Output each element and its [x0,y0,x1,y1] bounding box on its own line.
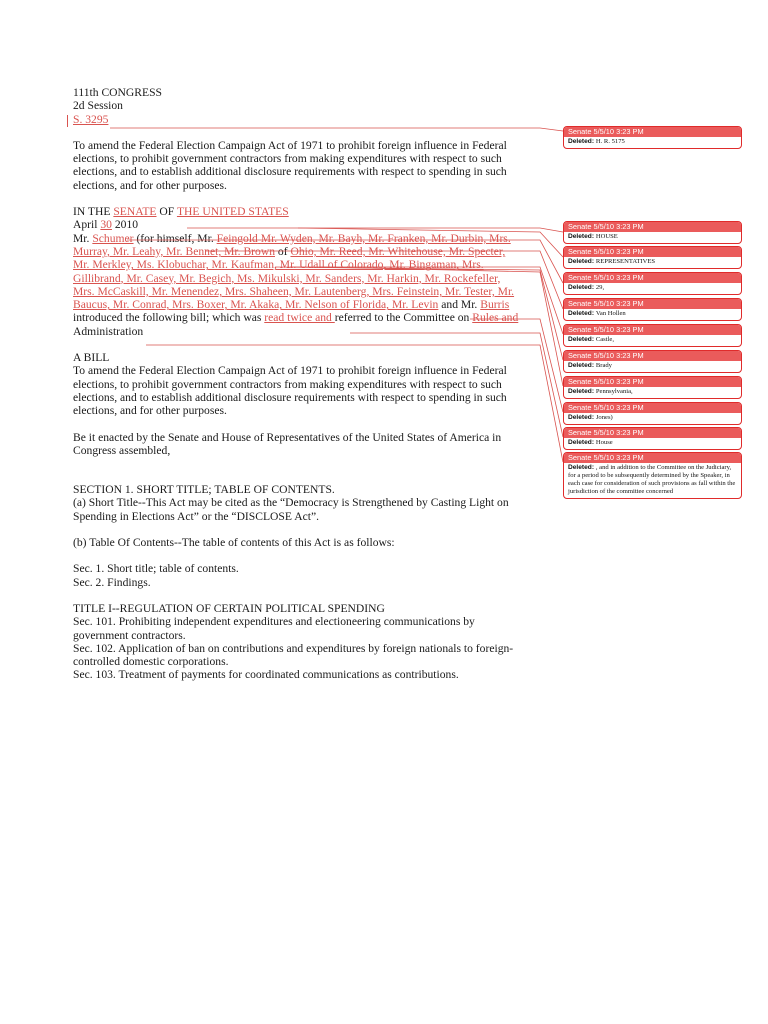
inserted-date-day: 30 [100,218,112,232]
deleted-label: Deleted: [568,464,596,471]
inserted-cosponsors: Mr. Merkley, Ms. Klobuchar, Mr. Kaufman, Mr. Udall of Colorado, Mr. Bingaman, Mrs. [73,258,484,272]
session: 2d Session [73,99,123,113]
deleted-label: Deleted: [568,258,596,265]
comment-body [564,283,741,294]
text-line: elections, to prohibit government contractors from making expenditures with respect to such [73,152,502,166]
comment-body [564,387,741,398]
connector-line [205,251,563,312]
comment-header: Senate 5/5/10 3:23 PM [564,325,741,335]
comment-body [564,361,741,372]
comment-header: Senate 5/5/10 3:23 PM [564,428,741,438]
text-line: elections, and to establish additional disclosure requirements with respect to spending in such [73,165,507,179]
comment-header: Senate 5/5/10 3:23 PM [564,127,741,137]
inserted-cosponsor: Burris [480,298,510,312]
text-run: IN THE [73,205,114,219]
inserted-cosponsors: Baucus, Mr. Conrad, Mrs. Boxer, Mr. Akaka, Mr. Nelson of Florida, Mr. Levin [73,298,439,312]
comment-header: Senate 5/5/10 3:23 PM [564,222,741,232]
text-run: Mr. [73,231,93,245]
comment-balloon[interactable] [563,427,742,450]
deleted-text: 29, [595,284,605,291]
deleted-label: Deleted: [568,439,596,446]
text-run: of [275,244,291,258]
a-bill-heading: A BILL [73,351,110,365]
deleted-text: Brady [595,362,612,369]
connector-line [290,267,563,334]
text-line: Congress assembled, [73,443,171,457]
comment-balloon[interactable] [563,272,742,295]
connector-line [275,267,563,360]
comment-body [564,309,741,320]
deleted-label: Deleted: [568,138,596,145]
connector-line [110,128,563,131]
inserted-cosponsors: Murray, Mr. Leahy, Mr. Bennet, Mr. Brown [73,244,275,258]
text-run: introduced the following bill; which was [73,311,265,325]
deleted-text: Castle, [595,336,614,343]
connector-line [320,267,563,386]
comment-header: Senate 5/5/10 3:23 PM [564,273,741,283]
comment-balloon[interactable] [563,402,742,425]
toc-entry: Sec. 102. Application of ban on contributions and expenditures by foreign nationals to foreign- [73,641,514,655]
connector-line [127,240,563,283]
toc-entry: Sec. 101. Prohibiting independent expenditures and electioneering communications by [73,615,475,629]
comment-balloon[interactable] [563,376,742,399]
comment-body [564,335,741,346]
deleted-label: Deleted: [568,362,596,369]
comment-balloon[interactable] [563,452,742,499]
deleted-label: Deleted: [568,336,596,343]
comment-header: Senate 5/5/10 3:23 PM [564,351,741,361]
comment-balloon[interactable] [563,350,742,373]
congress-number: 111th CONGRESS [73,86,163,99]
comment-body [564,438,741,449]
comment-body [564,413,741,424]
deleted-label: Deleted: [568,284,596,291]
text-line: To amend the Federal Election Campaign Act of 1971 to prohibit foreign influence in Federal [73,364,507,378]
text-run: referred to the Committee on [334,311,473,325]
connector-line [298,228,563,257]
text-line: elections, and for other purposes. [73,178,227,192]
comment-balloon[interactable] [563,298,742,321]
section-1-heading: SECTION 1. SHORT TITLE; TABLE OF CONTENTS. [73,483,335,497]
text-line: Be it enacted by the Senate and House of Representatives of the United States of America in [73,430,502,444]
inserted-cosponsors: Mrs. McCaskill, Mr. Menendez, Mrs. Shaheen, Mr. Lautenberg, Mrs. Feinstein, Mr. Tester, Mr. [73,284,515,298]
text-run: and Mr. [438,298,481,312]
comment-header: Senate 5/5/10 3:23 PM [564,299,741,309]
text-line: To amend the Federal Election Campaign Act of 1971 to prohibit foreign influence in Federal [73,138,507,152]
deleted-text: H. R. 5175 [595,138,625,145]
referral-line: Administration [73,324,144,338]
inserted-committee: Rules and [472,311,519,325]
inserted-cosponsors: Mr. Wyden, Mr. Bayh, Mr. Franken, Mr. Durbin, Mrs. [257,231,511,245]
deleted-text: HOUSE [595,233,618,240]
deleted-text: Van Hollen [595,310,626,317]
toc-entry: Sec. 1. Short title; table of contents. [73,562,239,576]
inserted-bill-number: S. 3295 [73,112,109,126]
toc-entry: government contractors. [73,628,186,642]
short-title-text: Spending in Elections Act” or the “DISCLOSE Act”. [73,509,320,523]
deleted-text: Jones) [595,414,613,421]
comment-header: Senate 5/5/10 3:23 PM [564,453,741,463]
text-run: (for himself, Mr. [133,231,217,245]
inserted-cosponsor: Feingold [216,231,258,245]
comment-balloon[interactable] [563,324,742,347]
deleted-text: Pennsylvania, [595,388,633,395]
inserted-senate: SENATE [113,205,157,219]
title-1-heading: TITLE I--REGULATION OF CERTAIN POLITICAL SPENDING [73,601,385,615]
comment-header: Senate 5/5/10 3:23 PM [564,247,741,257]
deleted-text: , and in addition to the Committee on the Judiciary, for a period to be subsequently determined by the Speaker, in each case for consideration of such provisions as fall within the jurisdiction of the committee concerned [568,464,736,495]
text-run: OF [156,205,177,219]
inserted-read-twice: read twice and [264,311,335,325]
text-run: April [73,218,101,232]
connector-line [146,345,563,462]
text-line: elections, and to establish additional disclosure requirements with respect to spending in such [73,390,507,404]
comment-balloon[interactable] [563,246,742,269]
comment-header: Senate 5/5/10 3:23 PM [564,377,741,387]
toc-entry: controlled domestic corporations. [73,655,229,669]
deleted-text: REPRESENTATIVES [595,258,656,265]
short-title-text: (a) Short Title--This Act may be cited as the “Democracy is Strengthened by Casting Light on [73,496,509,510]
table-of-contents-intro: (b) Table Of Contents--The table of contents of this Act is as follows: [73,536,395,550]
deleted-text: House [595,439,613,446]
inserted-cosponsors: Ohio, Mr. Reed, Mr. Whitehouse, Mr. Specter, [290,244,506,258]
deleted-label: Deleted: [568,388,596,395]
connector-line [350,333,563,437]
deleted-label: Deleted: [568,414,596,421]
comment-body [564,137,741,148]
text-line: elections, and for other purposes. [73,404,227,418]
inserted-united-states: THE UNITED STATES [176,205,289,219]
comment-body [564,463,741,498]
text-run: 2010 [111,218,139,232]
text-line: elections, to prohibit government contractors from making expenditures with respect to such [73,377,502,391]
inserted-cosponsors: Gillibrand, Mr. Casey, Mr. Begich, Ms. Mikulski, Mr. Sanders, Mr. Harkin, Mr. Rockefeller, [73,271,501,285]
comment-header: Senate 5/5/10 3:23 PM [564,403,741,413]
comment-body [564,257,741,268]
comment-body [564,232,741,243]
inserted-sponsor: Schumer [92,231,134,245]
comment-balloon[interactable] [563,126,742,149]
deleted-label: Deleted: [568,233,596,240]
toc-entry: Sec. 103. Treatment of payments for coordinated communications as contributions. [73,668,459,682]
comment-balloon[interactable] [563,221,742,244]
toc-entry: Sec. 2. Findings. [73,575,151,589]
deleted-label: Deleted: [568,310,596,317]
